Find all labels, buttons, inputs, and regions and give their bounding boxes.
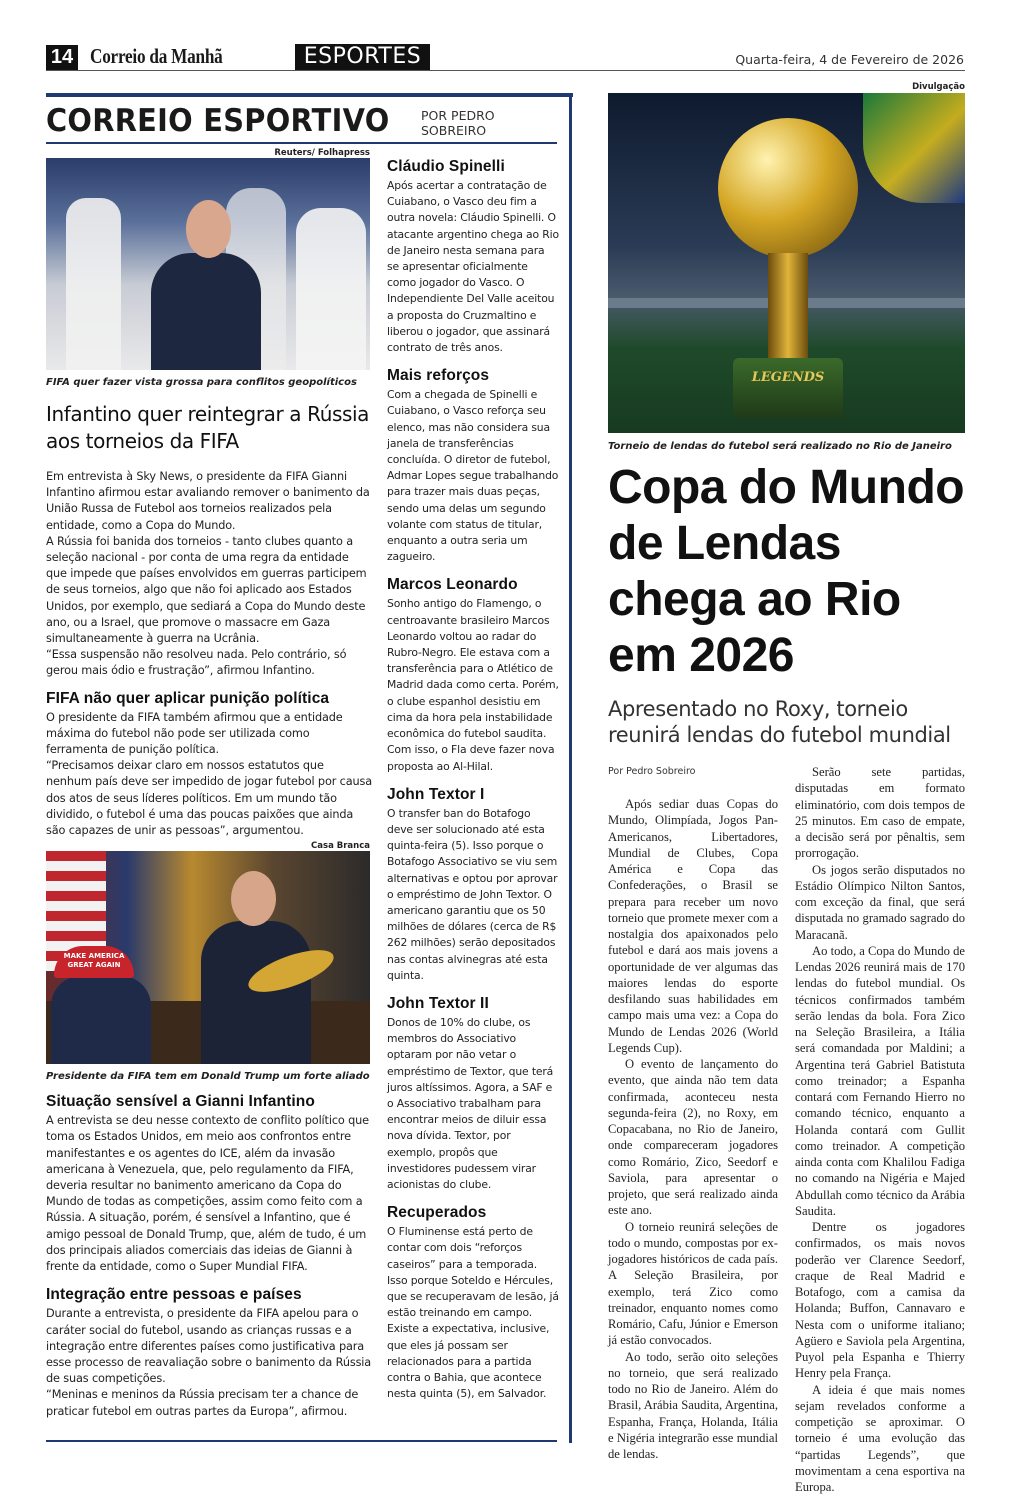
photo-legends-trophy	[608, 93, 965, 433]
photo-caption: Presidente da FIFA tem em Donald Trump um forte aliado	[46, 1070, 372, 1083]
issue-date: Quarta-feira, 4 de Fevereiro de 2026	[735, 52, 964, 67]
column-title-rule	[46, 142, 557, 144]
column-title: CORREIO ESPORTIVO	[46, 103, 389, 139]
left-column	[46, 148, 372, 1420]
column-top-rule	[46, 93, 573, 97]
header-rule	[46, 70, 965, 71]
section-label: ESPORTES	[295, 44, 430, 70]
paragraph: “Essa suspensão não resolveu nada. Pelo contrário, só gerou mais ódio e frustração”, afirmou Infantino.	[46, 647, 372, 679]
paragraph: O torneio reunirá seleções de todo o mundo, compostas por ex-jogadores históricos de cada país. A Seleção Brasileira, por exemplo, terá Zico como treinador, enquanto nomes como Romário, Cafu, Júnior e Emerson já estão convocados.	[608, 1219, 778, 1349]
red-cap: MAKE AMERICA GREAT AGAIN	[54, 946, 134, 978]
newspaper-name: Correio da Manhã	[90, 44, 223, 69]
note-text: Sonho antigo do Flamengo, o centroavante brasileiro Marcos Leonardo voltou ao radar do Rubro-Negro. Ele estava com a transferência para o Atlético de Madrid dada como certa. Porém, o clube espanhol desistiu em cima da hora pela instabilidade econômica do futebol saudita. Com isso, o Fla deve fazer nova proposta ao Al-Hilal.	[387, 596, 559, 774]
paragraph: Após sediar duas Copas do Mundo, Olimpíada, Jogos Pan-Americanos, Libertadores, Mundial de Clubes, Copa América e Copa das Confederações, o Brasil se prepara para receber um novo torneio que promete mexer com a nostalgia dos apaixonados pelo futebol e dará aos mais jovens a oportunidade de ver algumas das maiores lendas do esporte desfilando suas habilidades em campo mais uma vez: a Copa do Mundo de Lendas 2026 (World Legends Cup).	[608, 796, 778, 1056]
feature-column-1	[608, 796, 778, 1462]
feature-subtitle: Apresentado no Roxy, torneio reunirá lendas do futebol mundial	[608, 696, 965, 748]
note-title: Mais reforços	[387, 366, 559, 385]
note-title: Marcos Leonardo	[387, 575, 559, 594]
feature-headline: Copa do Mundo de Lendas chega ao Rio em 2026	[608, 460, 978, 684]
note-text: O transfer ban do Botafogo deve ser solucionado até esta quinta-feira (5). Isso porque o Botafogo Associativo se viu sem alternativas e optou por aprovar o empréstimo de John Textor. O americano garantiu que os 50 milhões de dólares (cerca de R$ 262 milhões) serão depositados nas contas alvinegras até esta quinta.	[387, 806, 559, 984]
feature-byline: Por Pedro Sobreiro	[608, 766, 778, 778]
paragraph: “Meninas e meninos da Rússia precisam ter a chance de praticar futebol em outras partes da Europa”, afirmou.	[46, 1387, 372, 1419]
paragraph: Ao todo, serão oito seleções no torneio, que será realizado todo no Rio de Janeiro. Além do Brasil, Arábia Saudita, Argentina, Espanha, França, Holanda, Itália e Nigéria integrarão esse mundial de lendas.	[608, 1349, 778, 1463]
notes-column	[387, 157, 559, 1402]
note-title: Cláudio Spinelli	[387, 157, 559, 176]
photo-credit: Casa Branca	[46, 841, 370, 851]
page-number: 14	[46, 45, 78, 70]
paragraph: Durante a entrevista, o presidente da FIFA apelou para o caráter social do futebol, usando as crianças russas e a integração entre diferentes países como justificativa para esse processo de reavaliação sobre o banimento da Rússia de suas competições.	[46, 1306, 372, 1387]
paragraph: O presidente da FIFA também afirmou que a entidade máxima do futebol não pode ser utilizada como ferramenta de punição política.	[46, 710, 372, 759]
paragraph: O evento de lançamento do evento, que ainda não tem data confirmada, aconteceu nesta segunda-feira (2), no Roxy, em Copacabana, no Rio de Janeiro, onde compareceram jogadores como Romário, Zico, Seedorf e Saviola, para apresentar o projeto, que será realizado ainda este ano.	[608, 1056, 778, 1219]
column-byline: POR PEDRO SOBREIRO	[421, 108, 531, 138]
section-text	[46, 710, 372, 840]
note-title: John Textor II	[387, 994, 559, 1013]
paragraph: Serão sete partidas, disputadas em formato eliminatório, com dois tempos de 25 minutos. Em caso de empate, a decisão será por pênaltis, sem prorrogação.	[795, 764, 965, 862]
paragraph: “Precisamos deixar claro em nossos estatutos que nenhum país deve ser impedido de jogar futebol por causa dos atos de seus líderes políticos. Em um mundo tão dividido, o futebol é uma das poucas paixões que ainda são capazes de unir as pessoas”, argumentou.	[46, 758, 372, 839]
subhead: Integração entre pessoas e países	[46, 1285, 372, 1304]
note-text: Após acertar a contratação de Cuiabano, o Vasco deu fim a outra novela: Cláudio Spinelli. O atacante argentino chega ao Rio de Janeiro nesta semana para se apresentar oficialmente como jogador do Vasco. O Independiente Del Valle aceitou a proposta do Cruzmaltino e liberou o jogador, que assinará contrato de três anos.	[387, 178, 559, 356]
feature-column-2	[795, 764, 965, 1495]
feature-top	[608, 82, 965, 453]
note-title: John Textor I	[387, 785, 559, 804]
subhead: FIFA não quer aplicar punição política	[46, 689, 372, 708]
feature-main	[608, 460, 778, 1462]
paragraph: A ideia é que mais nomes sejam revelados conforme a competição se aproximar. O torneio é uma evolução das “partidas Legends”, que movimentam a cena esportiva na Europa.	[795, 1382, 965, 1495]
photo-infantino	[46, 158, 370, 370]
photo-caption: FIFA quer fazer vista grossa para conflitos geopolíticos	[46, 376, 372, 389]
section-text	[46, 1113, 372, 1275]
photo-credit: Divulgação	[608, 82, 965, 92]
note-text: Donos de 10% do clube, os membros do Associativo optaram por não vetar o empréstimo de Textor, que terá juros altíssimos. Agora, a SAF e o Associativo trabalham para encontrar meios de diluir essa nova dívida. Textor, por exemplo, propôs que investidores pudessem virar acionistas do clube.	[387, 1015, 559, 1193]
photo-caption: Torneio de lendas do futebol será realizado no Rio de Janeiro	[608, 440, 965, 453]
paragraph: Os jogos serão disputados no Estádio Olímpico Nilton Santos, com exceção da final, que será disputada no gramado sagrado do Maracanã.	[795, 862, 965, 943]
intro-text	[46, 469, 372, 680]
note-text: O Fluminense está perto de contar com dois “reforços caseiros” para a temporada. Isso porque Soteldo e Hércules, que se recuperavam de lesão, já estão treinando em campo. Existe a expectativa, inclusive, que eles já possam ser relacionados para a partida contra o Bahia, que acontece nesta quinta (5), em Salvador.	[387, 1224, 559, 1402]
subhead: Situação sensível a Gianni Infantino	[46, 1092, 372, 1111]
paragraph: Ao todo, a Copa do Mundo de Lendas 2026 reunirá mais de 170 lendas do futebol mundial. Os técnicos confirmados também serão lendas da bola. Fora Zico na Seleção Brasileira, a Itália será comandada por Maldini; a Argentina terá Gabriel Batistuta como treinador; a Espanha contará com Fernando Hierro no comando técnico, enquanto a Holanda contará com Gullit como treinador. A competição ainda conta com Khalilou Fadiga no comando na Nigéria e Majed Abdullah como técnico da Arábia Saudita.	[795, 943, 965, 1219]
column-bottom-rule	[46, 1440, 557, 1442]
column-headline: Infantino quer reintegrar a Rússia aos torneios da FIFA	[46, 401, 372, 455]
paragraph: A entrevista se deu nesse contexto de conflito político que toma os Estados Unidos, em meio aos confrontos entre manifestantes e os agentes do ICE, além da invasão americana à Venezuela, que, pelo regulamento da FIFA, deveria resultar no banimento americano da Copa do Mundo de todas as competições, assim como feito com a Rússia. A situação, porém, é sensível a Infantino, que é amigo pessoal de Donald Trump, que, além de tudo, é um dos principais aliados comerciais das ideias de Gianni à frente da entidade, como o Super Mundial FIFA.	[46, 1113, 372, 1275]
trophy-base: LEGENDS	[733, 358, 843, 418]
paragraph: Dentre os jogadores confirmados, os mais novos poderão ver Clarence Seedorf, craque de Real Madrid e Botafogo, com a camisa da Holanda; Buffon, Cannavaro e Nesta com o uniforme italiano; Agüero e Saviola pela Argentina, Puyol pela Espanha e Thierry Henry pela França.	[795, 1219, 965, 1382]
photo-credit: Reuters/ Folhapress	[46, 148, 370, 158]
column-side-rule	[569, 93, 572, 1443]
note-title: Recuperados	[387, 1203, 559, 1222]
note-text: Com a chegada de Spinelli e Cuiabano, o Vasco reforça seu elenco, mas não considera sua janela de transferências concluída. O diretor de futebol, Admar Lopes segue trabalhando para trazer mais duas peças, sendo uma delas um segundo volante com status de titular, enquanto a outra seria um zagueiro.	[387, 387, 559, 565]
paragraph: A Rússia foi banida dos torneios - tanto clubes quanto a seleção nacional - por conta de uma regra da entidade que impede que países envolvidos em guerras participem de seus torneios, algo que não foi aplicado aos Estados Unidos, por exemplo, que sediará a Copa do Mundo deste ano, ou a Israel, que promove o massacre em Gaza simultaneamente à guerra na Ucrânia.	[46, 534, 372, 647]
photo-trump-infantino	[46, 851, 370, 1064]
section-text	[46, 1306, 372, 1419]
paragraph: Em entrevista à Sky News, o presidente da FIFA Gianni Infantino afirmou estar avaliando remover o banimento da União Russa de Futebol aos torneios realizados pela entidade, como a Copa do Mundo.	[46, 469, 372, 534]
